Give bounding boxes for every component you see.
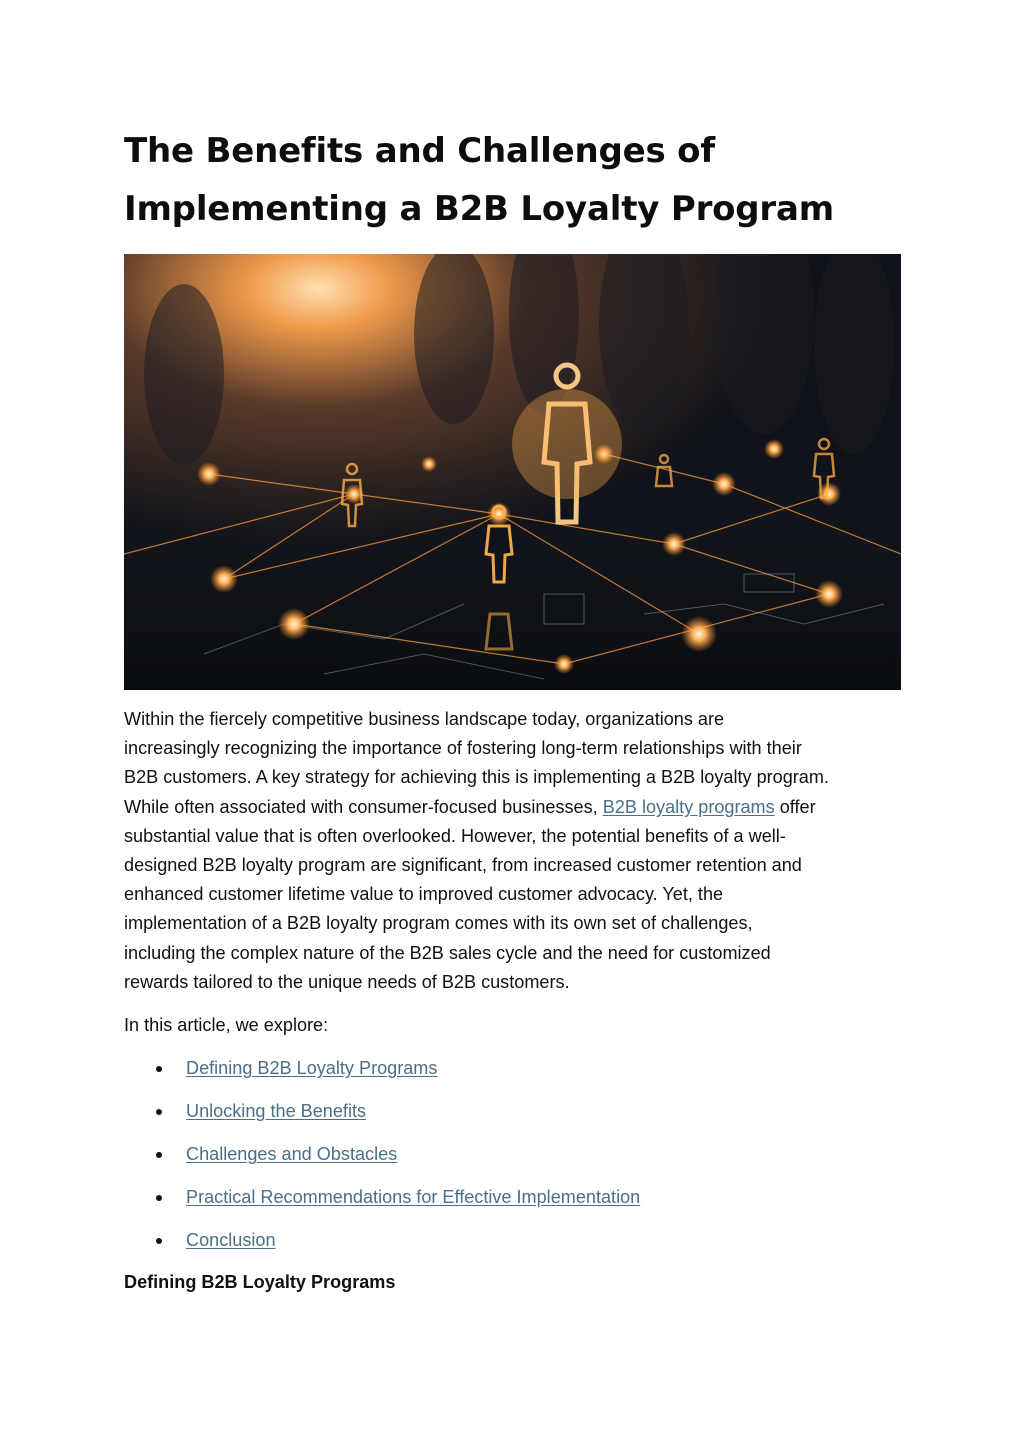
article-title-line-1: The Benefits and Challenges of <box>124 131 715 171</box>
article-title <box>124 122 901 238</box>
toc-link-recommendations[interactable]: Practical Recommendations for Effective Implementation <box>186 1187 641 1207</box>
intro-line: rewards tailored to the unique needs of B2B customers. <box>124 971 570 992</box>
network-of-people-photo-icon <box>124 254 901 690</box>
intro-text: While often associated with consumer-focused businesses, <box>124 796 603 817</box>
intro-line: implementation of a B2B loyalty program comes with its own set of challenges, <box>124 913 753 934</box>
intro-line: B2B customers. A key strategy for achieving this is implementing a B2B loyalty program. <box>124 767 829 788</box>
intro-line: substantial value that is often overlooked. However, the potential benefits of a well- <box>124 825 786 846</box>
bullet-icon <box>156 1195 162 1201</box>
hero-image <box>124 254 901 690</box>
intro-line: Within the fiercely competitive business landscape today, organizations are <box>124 709 725 729</box>
bullet-icon <box>156 1066 162 1072</box>
intro-paragraph <box>124 705 901 997</box>
explore-label: In this article, we explore: <box>124 1015 329 1035</box>
toc-link-defining[interactable]: Defining B2B Loyalty Programs <box>186 1058 438 1078</box>
intro-line: including the complex nature of the B2B sales cycle and the need for customized <box>124 942 771 963</box>
b2b-loyalty-programs-link[interactable]: B2B loyalty programs <box>602 796 775 817</box>
intro-line <box>124 793 901 822</box>
article-title-line-2: Implementing a B2B Loyalty Program <box>124 189 834 229</box>
toc-link-challenges[interactable]: Challenges and Obstacles <box>186 1144 398 1164</box>
toc-link-conclusion[interactable]: Conclusion <box>186 1230 276 1250</box>
section-heading: Defining B2B Loyalty Programs <box>124 1272 396 1292</box>
intro-text: offer <box>774 796 816 817</box>
intro-line: increasingly recognizing the importance of fostering long-term relationships with their <box>124 738 802 759</box>
intro-line: enhanced customer lifetime value to improved customer advocacy. Yet, the <box>124 884 724 905</box>
bullet-icon <box>156 1152 162 1158</box>
intro-line: designed B2B loyalty program are significant, from increased customer retention and <box>124 855 802 876</box>
toc-link-benefits[interactable]: Unlocking the Benefits <box>186 1101 367 1121</box>
bullet-icon <box>156 1109 162 1115</box>
bullet-icon <box>156 1238 162 1244</box>
